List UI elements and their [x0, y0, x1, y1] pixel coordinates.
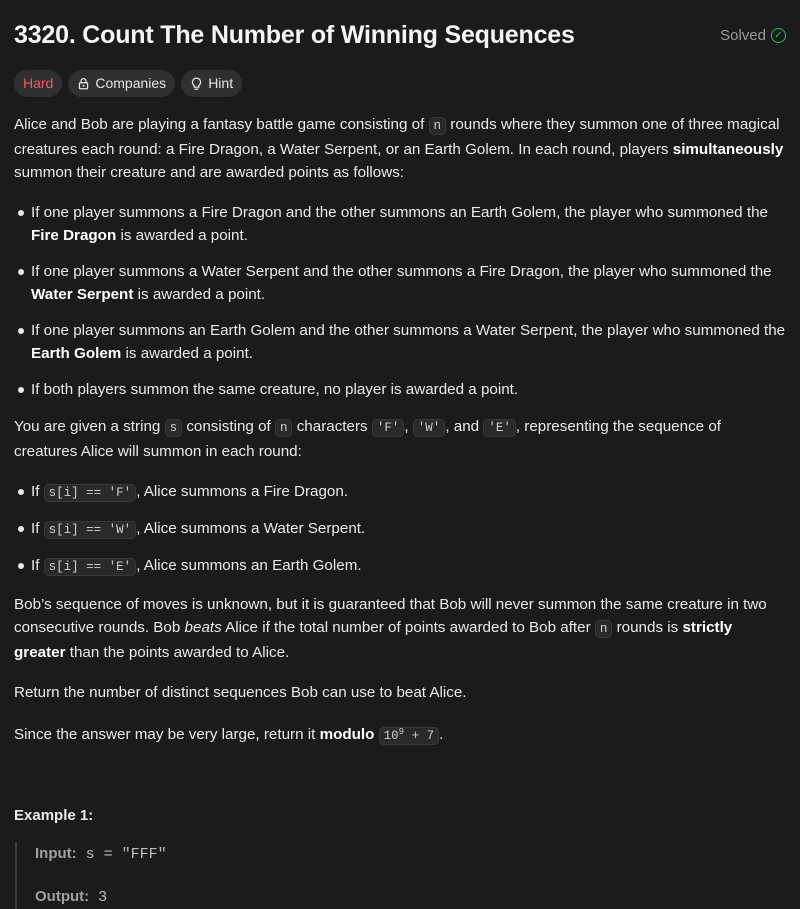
lock-icon: [77, 77, 90, 90]
example-box: [15, 842, 786, 909]
solved-status: [720, 24, 786, 47]
rules-list: [14, 201, 786, 401]
modulo-paragraph: Since the answer may be very large, return it modulo $10^9 + 7$ .: [14, 726, 444, 744]
code-n: n: [429, 117, 447, 135]
companies-button[interactable]: [68, 70, 175, 97]
header: [0, 0, 800, 70]
tag-bar: [14, 70, 786, 97]
example-input: Input: s = "FFF": [35, 845, 167, 864]
difficulty-badge[interactable]: Hard: [14, 70, 62, 97]
check-circle-icon: ✓: [771, 28, 786, 43]
list-item: If one player summons a Fire Dragon and the other summons an Earth Golem, the player who summoned the Fire Dragon is awarded a point.: [31, 201, 786, 247]
hint-button[interactable]: [181, 70, 242, 97]
list-item: If s[i] == 'E' , Alice summons an Earth Golem.: [31, 554, 786, 579]
lightbulb-icon: [190, 77, 203, 91]
list-item: If one player summons a Water Serpent and the other summons a Fire Dragon, the player who summoned the Water Serpent is awarded a point.: [31, 260, 786, 306]
companies-label: Companies: [95, 75, 167, 91]
problem-title: 3320. Count The Number of Winning Sequences: [14, 21, 575, 49]
modulo-code: $10^9 + 7$: [379, 727, 439, 745]
list-item: If both players summon the same creature, no player is awarded a point.: [31, 378, 786, 401]
return-paragraph: Return the number of distinct sequences Bob can use to beat Alice.: [14, 684, 467, 701]
list-item: If s[i] == 'W' , Alice summons a Water Serpent.: [31, 517, 786, 542]
list-item: If s[i] == 'F' , Alice summons a Fire Dragon.: [31, 480, 786, 505]
intro-paragraph: Alice and Bob are playing a fantasy battle game consisting of n rounds where they summon one of three magical creatures each round: a Fire Dragon, a Water Serpent, or an Earth Golem. In each round, players simultaneously summon their creature and are awarded points as follows:: [14, 116, 784, 181]
example-output: Output: 3: [35, 888, 108, 907]
list-item: If one player summons an Earth Golem and the other summons a Water Serpent, the player who summoned the Earth Golem is awarded a point.: [31, 319, 786, 365]
problem-description: [14, 113, 786, 909]
hint-label: Hint: [208, 75, 234, 91]
solved-label: Solved: [720, 27, 766, 44]
bob-paragraph: Bob’s sequence of moves is unknown, but it is guaranteed that Bob will never summon the same creature in two consecutive rounds. Bob beats Alice if the total number of points awarded to Bob after n rounds is strictly greater than the points awarded to Alice.: [14, 596, 767, 661]
example-title: Example 1:: [14, 807, 94, 825]
given-paragraph: You are given a string s consisting of n characters 'F' , 'W' , and 'E' , representing the sequence of creatures Alice will summon in each round:: [14, 418, 722, 460]
mapping-list: [14, 480, 786, 579]
